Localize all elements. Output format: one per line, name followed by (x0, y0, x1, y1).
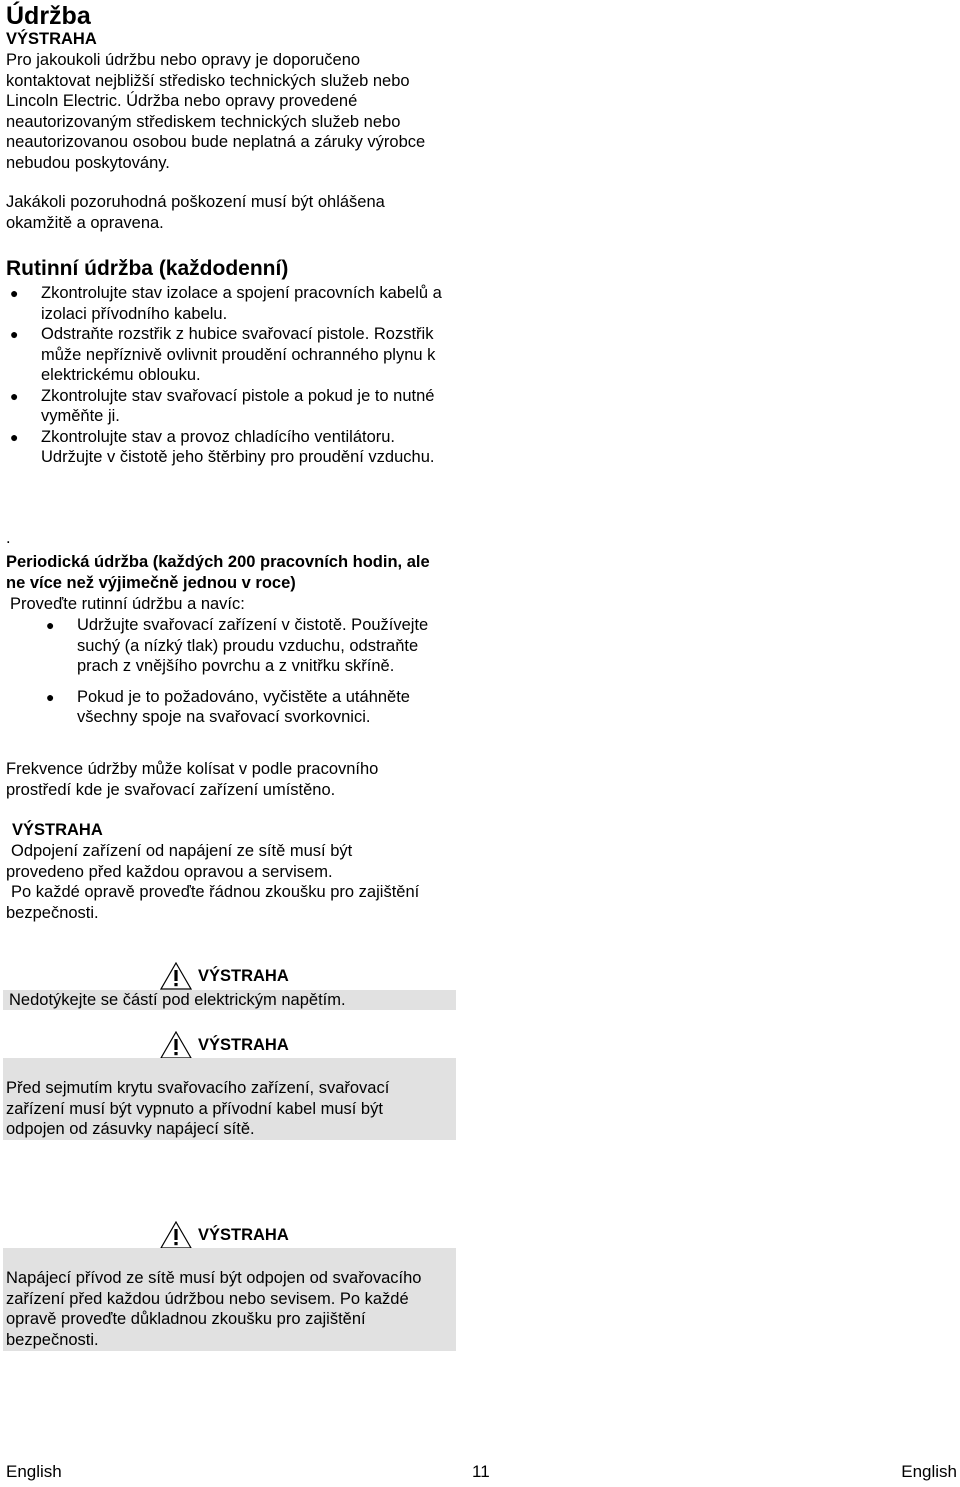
list-item (6, 283, 446, 324)
list-item (42, 615, 462, 677)
box2-warning-header (160, 1031, 289, 1059)
page-title: Údržba (6, 2, 91, 30)
box3-text: Napájecí přívod ze sítě musí být odpojen od svařovacího zařízení před každou údržbou nebo sevisem. Po každé opravě proveďte důkladnou zkoušku pro zajištění bezpečnosti. (3, 1248, 456, 1351)
box2-text: Před sejmutím krytu svařovacího zařízení, svařovací zařízení musí být vypnuto a přívodní kabel musí být odpojen od zásuvky napájecí sítě. (3, 1058, 456, 1140)
box3-warning-label: VÝSTRAHA (198, 1225, 289, 1244)
intro-warning-label: VÝSTRAHA (6, 30, 97, 48)
box3-warning-header (160, 1221, 289, 1249)
warning2-line1: Odpojení zařízení od napájení ze sítě musí být provedeno před každou opravou a servisem. (6, 842, 353, 881)
routine-list (6, 283, 446, 468)
box1-text: Nedotýkejte se částí pod elektrickým napětím. (3, 990, 456, 1010)
list-item (6, 427, 446, 468)
box2-warning-label: VÝSTRAHA (198, 1035, 289, 1054)
bullet-dot: ● (10, 428, 19, 445)
routine-item-text: Zkontrolujte stav izolace a spojení pracovních kabelů a izolaci přívodního kabelu. (41, 284, 442, 323)
warning2-label: VÝSTRAHA (12, 821, 103, 839)
routine-item-text: Zkontrolujte stav a provoz chladícího ventilátoru. Udržujte v čistotě jeho štěrbiny pro proudění vzduchu. (41, 427, 435, 466)
bullet-dot: ● (10, 387, 19, 404)
box1-warning-header (160, 962, 289, 990)
routine-item-text: Zkontrolujte stav svařovací pistole a pokud je to nutné vyměňte ji. (41, 386, 435, 425)
bullet-dot: ● (10, 326, 19, 342)
periodic-list (42, 615, 462, 728)
periodic-item-text: Udržujte svařovací zařízení v čistotě. Používejte suchý (a nízký tlak) proudu vzduchu, odstraňte prach z vnějšího povrchu a z vnitřku skříně. (77, 616, 429, 675)
routine-item-text: Odstraňte rozstřik z hubice svařovací pistole. Rozstřik může nepříznivě ovlivnit proudění ochranného plynu k elektrickému oblouku. (41, 325, 436, 384)
warning-triangle-icon (160, 1221, 192, 1249)
routine-heading: Rutinní údržba (každodenní) (6, 257, 289, 280)
intro-paragraph: Pro jakoukoli údržbu nebo opravy je doporučeno kontaktovat nejbližší středisko technických služeb nebo Lincoln Electric. Údržba nebo opravy provedené neautorizovaným střediskem technických služeb nebo neautorizovanou osobou bude neplatná a záruky výrobce nebudou poskytovány. (6, 51, 426, 172)
bullet-dot: ● (10, 285, 19, 301)
footer-language-left: English (6, 1462, 62, 1481)
periodic-heading: Periodická údržba (každých 200 pracovních hodin, ale ne více než výjimečně jednou v roce) (6, 553, 430, 592)
list-item (6, 386, 446, 427)
bullet-dot: ● (46, 688, 55, 705)
bullet-dot: ● (46, 617, 55, 633)
warning-triangle-icon (160, 1031, 192, 1059)
warning-triangle-icon (160, 962, 192, 990)
periodic-lead: Proveďte rutinní údržbu a navíc: (10, 595, 245, 613)
footer-page-number: 11 (472, 1462, 490, 1481)
damage-paragraph: Jakákoli pozoruhodná poškození musí být ohlášena okamžitě a opravena. (6, 193, 385, 232)
footer-language-right: English (901, 1462, 957, 1481)
warning2-line2: Po každé opravě proveďte řádnou zkoušku pro zajištění bezpečnosti. (6, 883, 420, 922)
periodic-item-text: Pokud je to požadováno, vyčistěte a utáhněte všechny spoje na svařovací svorkovnici. (77, 687, 410, 726)
list-item (6, 324, 446, 386)
frequency-note: Frekvence údržby může kolísat v podle pracovního prostředí kde je svařovací zařízení umístěno. (6, 760, 379, 799)
list-item (42, 687, 462, 728)
stray-dot: . (6, 529, 11, 547)
box1-warning-label: VÝSTRAHA (198, 966, 289, 985)
